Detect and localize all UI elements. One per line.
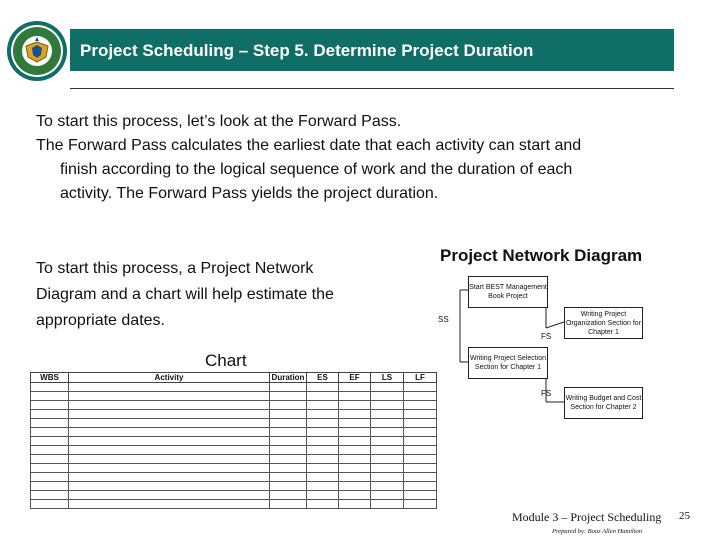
column-header-activity: Activity (69, 373, 270, 383)
network-line-2: Diagram and a chart will help estimate the (36, 286, 334, 303)
node-start-best: Start BEST Management Book Project (468, 276, 548, 308)
footer-module-title: Module 3 – Project Scheduling (512, 510, 662, 524)
column-header-ef: EF (339, 373, 371, 383)
label-ss: SS (438, 315, 449, 324)
page-number: 25 (679, 510, 690, 522)
intro-line: To start this process, let’s look at the Forward Pass. (36, 113, 402, 130)
node-organization-section: Writing Project Organization Section for Chapter 1 (564, 307, 643, 339)
forward-pass-line-3: activity. The Forward Pass yields the project duration. (60, 185, 439, 202)
network-line-3: appropriate dates. (36, 312, 165, 329)
label-fs-organization: FS (541, 332, 552, 341)
network-line-1: To start this process, a Project Network (36, 260, 314, 277)
forward-pass-line-2: finish according to the logical sequence of work and the duration of each (60, 161, 573, 178)
diagram-heading: Project Network Diagram (440, 246, 643, 265)
column-header-ls: LS (371, 373, 404, 383)
column-header-es: ES (307, 373, 339, 383)
label-fs-budget: FS (541, 389, 552, 398)
node-selection-section: Writing Project Selection Section for Chapter 1 (468, 347, 548, 379)
footer-prepared-by: Prepared by: Booz Allen Hamilton (552, 528, 643, 535)
connector-fs-to-organization (546, 322, 564, 328)
forward-pass-line-1: The Forward Pass calculates the earliest date that each activity can start and (36, 137, 582, 154)
column-header-duration: Duration (270, 373, 307, 383)
column-header-lf: LF (404, 373, 437, 383)
chart-heading: Chart (205, 351, 247, 370)
node-budget-section: Writing Budget and Cost Section for Chapter 2 (564, 387, 643, 419)
column-header-wbs: WBS (31, 373, 69, 383)
page-title: Project Scheduling – Step 5. Determine Project Duration (80, 41, 534, 60)
